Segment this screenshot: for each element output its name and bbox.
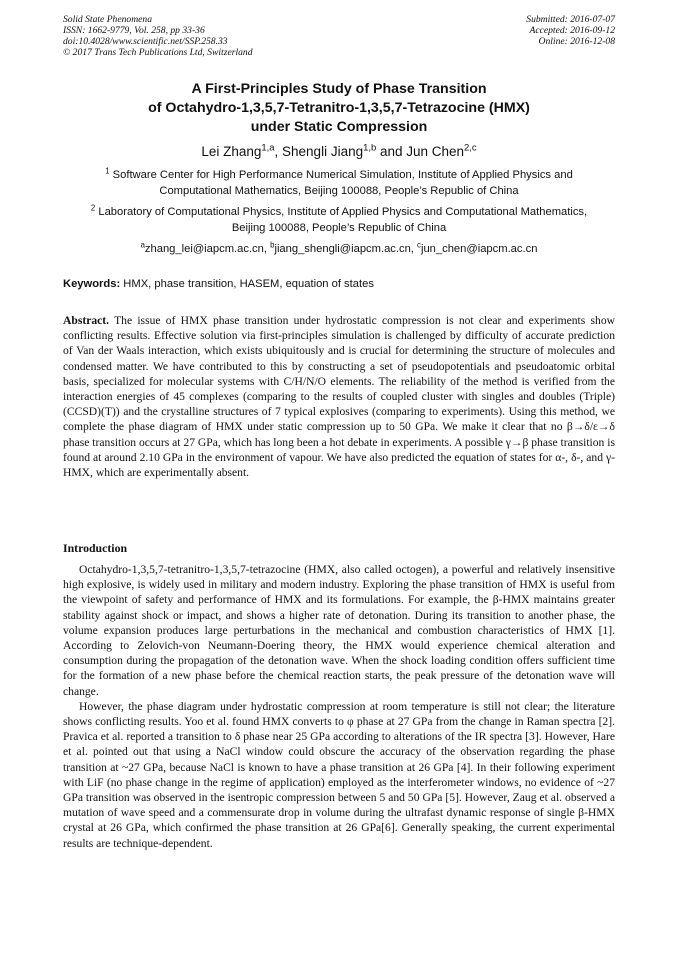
keywords — [63, 277, 615, 291]
accepted-date: Accepted: 2016-09-12 — [529, 25, 615, 36]
title-line-3: under Static Compression — [250, 119, 428, 135]
email-link[interactable]: jun_chen@iapcm.ac.cn — [420, 243, 538, 255]
email-mark: c — [417, 240, 421, 250]
online-date: Online: 2016-12-08 — [538, 36, 615, 47]
paragraph: Octahydro-1,3,5,7-tetranitro-1,3,5,7-tetrazocine (HMX, also called octogen), a powerful and relatively insensitive high explosive, is widely used in military and modern industry. Exploring the phase transition of HMX is useful from the viewpoint of safety and performance of HMX and its formulations. For example, the β-HMX maintains greater stability against shock or impact, and shows a higher rate of detonation. During its transition to another phase, the volume expansion produces large perturbations in the mechanical and combustion characteristics of HMX [1]. According to Zelovich-von Neumann-Doering theory, the HMX would experience chemical alteration and consumption during the propagation of the detonation wave. When the shock loading condition offers sufficient time for the formation of a new phase before the chemical reaction starts, the peak pressure of the detonation wave will change. — [63, 563, 615, 698]
abstract-text: The issue of HMX phase transition under hydrostatic compression is not clear and experiments show conflicting results. Effective solution via first-principles simulation is challenged by difficulty of accurate prediction of Van der Waals interaction, which exists ubiquitously and is crucial for determining the structure of molecules and condensed matter. We have contributed to this by constructing a set of pseudopotentials and pseudoatomic orbital basis, specialized for molecular systems with C/H/N/O elements. The reliability of the method is verified from the interaction energies of 45 complexes (comparing to the results of coupled cluster with singles and doubles (Triple) (CCSD)(T)) and the crystalline structures of 7 typical explosives (comparing to experiments). Using this method, we complete the phase diagram of HMX under static compression up to 50 GPa. We make it clear that no β→δ/ε→δ phase transition occurs at 27 GPa, which has long been a hot debate in experiments. A possible γ→β phase transition is found at around 2.10 GPa in the environment of vapour. We have also predicted the equation of states for α-, δ-, and γ-HMX, which are experimentally absent. — [63, 314, 615, 480]
paper-title — [63, 80, 615, 137]
affiliation-2 — [63, 205, 615, 236]
author-superscript: 1,a — [261, 142, 275, 154]
journal-issn: ISSN: 1662-9779, Vol. 258, pp 33-36 — [63, 25, 205, 36]
author-name: Lei Zhang — [201, 144, 262, 159]
email-mark: b — [270, 240, 275, 250]
affiliation-text: Beijing 100088, People’s Republic of China — [231, 221, 447, 234]
affiliation-mark: 2 — [90, 203, 96, 213]
affiliation-text: Software Center for High Performance Numerical Simulation, Institute of Applied Physics and — [112, 169, 573, 181]
author-separator: and — [376, 144, 407, 159]
author-superscript: 1,b — [363, 142, 377, 154]
journal-copyright: © 2017 Trans Tech Publications Ltd, Switzerland — [63, 47, 253, 58]
keywords-text: HMX, phase transition, HASEM, equation of states — [120, 278, 374, 290]
section-heading-introduction: Introduction — [63, 541, 128, 555]
affiliation-mark: 1 — [105, 166, 110, 176]
journal-doi[interactable]: doi:10.4028/www.scientific.net/SSP.258.33 — [63, 36, 228, 47]
submitted-date: Submitted: 2016-07-07 — [526, 14, 615, 25]
affiliation-text: Laboratory of Computational Physics, Institute of Applied Physics and Computational Mathematics, — [98, 206, 588, 218]
author-emails — [63, 242, 615, 257]
title-line-2: of Octahydro-1,3,5,7-Tetranitro-1,3,5,7-Tetrazocine (HMX) — [148, 100, 530, 116]
email-link[interactable]: jiang_shengli@iapcm.ac.cn, — [274, 243, 418, 255]
affiliation-text: Computational Mathematics, Beijing 100088, People’s Republic of China — [159, 184, 519, 197]
author-separator: , — [274, 144, 283, 159]
author-name: Shengli Jiang — [282, 144, 364, 159]
author-list — [63, 143, 615, 161]
paragraph: However, the phase diagram under hydrostatic compression at room temperature is still not clear; the literature shows conflicting results. Yoo et al. found HMX converts to φ phase at 27 GPa from the change in Raman spectra [2]. Pravica et al. reported a transition to δ phase near 25 GPa according to alterations of the IR spectra [3]. However, Hare et al. pointed out that using a NaCl window could obscure the accuracy of the observation regarding the phase transition at ~27 GPa, because NaCl is known to have a phase transition at 26 GPa [4]. In their following experiment with LiF (no phase change in the regime of application) employed as the interferometer windows, no evidence of ~27 GPa transition was observed in the isentropic compression between 5 and 50 GPa [5]. However, Zaug et al. observed a mutation of wave speed and a commensurate drop in volume during the ultrafast dynamic response of single β-HMX crystal at 26 GPa, which confirmed the phase transition at 26 GPa[6]. Generally speaking, the current experimental results are technique-dependent. — [63, 699, 615, 850]
author-name: Jun Chen — [406, 144, 465, 159]
email-mark: a — [140, 240, 145, 250]
introduction-body — [63, 562, 615, 851]
title-line-1: A First-Principles Study of Phase Transition — [191, 81, 487, 97]
author-superscript: 2,c — [464, 142, 477, 154]
abstract-label: Abstract. — [63, 314, 110, 327]
email-link[interactable]: zhang_lei@iapcm.ac.cn, — [144, 243, 271, 255]
keywords-label: Keywords: — [63, 278, 121, 290]
journal-name: Solid State Phenomena — [63, 14, 152, 25]
abstract — [63, 313, 615, 480]
journal-header — [63, 14, 253, 58]
affiliation-1 — [63, 168, 615, 199]
dates-header — [526, 14, 615, 47]
